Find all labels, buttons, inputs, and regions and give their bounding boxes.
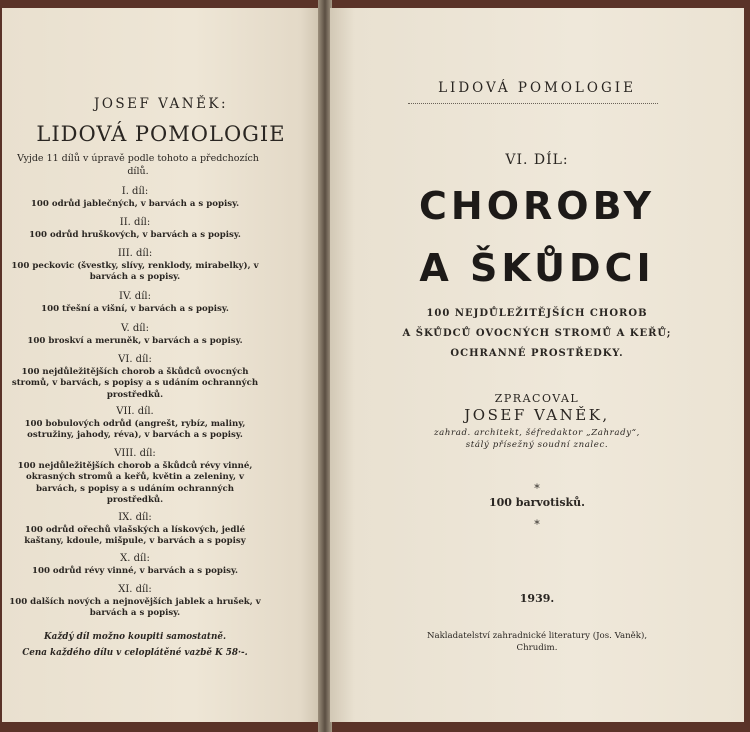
volume-desc: 100 bobulových odrůd (angrešt, rybíz, maliny, ostružiny, jahody, réva), v barvách a s popisy.: [24, 418, 246, 440]
right-page: [330, 8, 744, 722]
volume-desc: 100 odrůd jablečných, v barvách a s popisy.: [30, 198, 240, 209]
left-author: JOSEF VANĚK:: [93, 96, 229, 112]
asterisk-ornament: *: [534, 482, 540, 495]
divider: [408, 103, 658, 104]
volume-desc: 100 odrůd hruškových, v barvách a s popisy.: [29, 229, 241, 240]
left-series-title: LIDOVÁ POMOLOGIE: [36, 122, 286, 146]
volume-desc: 100 broskví a meruněk, v barvách a s popisy.: [27, 335, 243, 346]
left-footer-note: Každý díl možno koupiti samostatně.: [43, 632, 227, 642]
volume-label: XI. díl:: [118, 584, 152, 595]
volume-entry: [8, 248, 262, 284]
volume-desc: 100 nejdůležitějších chorob a škůdců révy vinné, okrasných stromů a keřů, květin a zeleniny, v barvách, s popisy a s udáním ochranných prostředků.: [17, 460, 253, 505]
publisher-line2: Chrudim.: [516, 643, 558, 653]
volume-entry: [8, 584, 262, 620]
author-role: [330, 427, 744, 451]
volume-label: IV. díl:: [119, 291, 151, 302]
volume-entry: [8, 512, 262, 548]
volume-label: VIII. díl:: [114, 448, 156, 459]
volume-entry: [8, 553, 262, 577]
volume-entry: [8, 217, 262, 241]
volume-entry: [8, 291, 262, 315]
right-series-title: LIDOVÁ POMOLOGIE: [438, 80, 636, 96]
volume-desc: 100 odrůd ořechů vlašských a lískových, jedlé kaštany, kdoule, mišpule, v barvách a s popisy: [24, 524, 246, 546]
right-author: JOSEF VANĚK,: [464, 406, 610, 424]
left-intro: Vyjde 11 dílů v úpravě podle tohoto a předchozích dílů.: [17, 153, 259, 177]
volume-entry: [8, 323, 262, 347]
volume-desc: 100 odrůd révy vinné, v barvách a s popisy.: [32, 565, 238, 576]
volume-entry: [8, 354, 262, 401]
volume-label: VI. díl:: [118, 354, 152, 365]
asterisk-ornament: *: [534, 518, 540, 531]
left-footer-price: Cena každého dílu v celoplátěné vazbě K 58·-.: [22, 648, 248, 658]
volume-entry: [8, 448, 262, 507]
volume-desc: 100 nejdůležitějších chorob a škůdců ovocných stromů, v barvách, s popisy a s udáním ochranných prostředků.: [11, 366, 259, 400]
left-page: [2, 8, 320, 722]
volume-number: VI. DÍL:: [505, 152, 569, 168]
publication-year: 1939.: [519, 592, 555, 605]
main-title-line2: A ŠKŮDCI: [419, 246, 655, 290]
publisher-line1: Nakladatelství zahradnické literatury (Jos. Vaněk),: [426, 631, 648, 641]
subtitle-line2: A ŠKŮDCŮ OVOCNÝCH STROMŮ A KEŘŮ;: [402, 328, 672, 339]
author-role-line2: stálý přísežný soudní znalec.: [465, 440, 609, 450]
volume-label: IX. díl:: [118, 512, 152, 523]
volume-label: V. díl:: [121, 323, 149, 334]
subtitle-line3: OCHRANNÉ PROSTŘEDKY.: [450, 348, 624, 359]
publisher: [330, 630, 744, 654]
subtitle: [330, 304, 744, 364]
volume-desc: 100 třešní a višní, v barvách a s popisy.: [41, 303, 229, 314]
prepared-by-label: ZPRACOVAL: [494, 392, 580, 405]
volume-entry: [8, 186, 262, 210]
volume-desc: 100 dalších nových a nejnovějších jablek a hrušek, v barvách a s popisy.: [9, 596, 261, 618]
author-role-line1: zahrad. architekt, šéfredaktor „Zahrady“,: [434, 428, 640, 438]
subtitle-line1: 100 NEJDŮLEŽITĚJŠÍCH CHOROB: [426, 308, 648, 319]
volume-label: VII. díl.: [116, 406, 154, 417]
main-title-line1: CHOROBY: [419, 184, 655, 228]
volume-label: III. díl:: [117, 248, 153, 259]
volume-label: I. díl:: [121, 186, 149, 197]
volume-entry: [8, 406, 262, 442]
volume-desc: 100 peckovic (švestky, slívy, renklody, mirabelky), v barvách a s popisy.: [11, 260, 259, 282]
volume-label: X. díl:: [120, 553, 150, 564]
plates-count: 100 barvotisků.: [488, 496, 586, 509]
volume-label: II. díl:: [119, 217, 151, 228]
